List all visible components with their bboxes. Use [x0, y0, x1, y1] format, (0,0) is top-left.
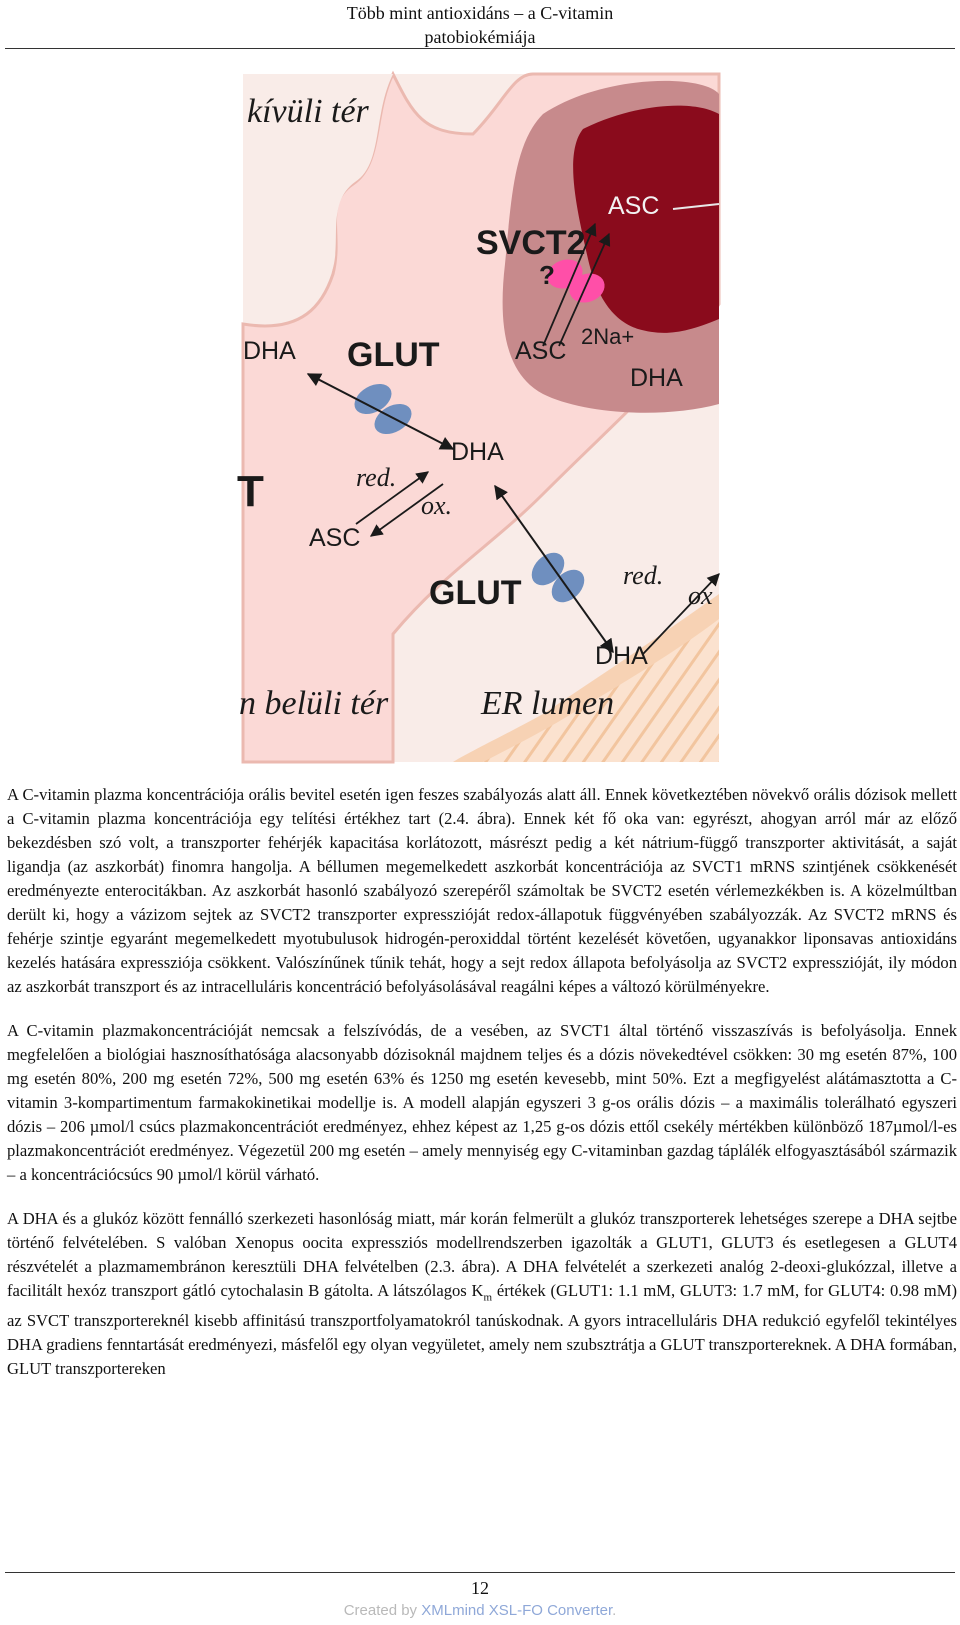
paragraph-3-part2: értékek (GLUT1: 1.1 mM, GLUT3: 1.7 mM, for GLUT4: 0.98 mM) az SVCT transzportereknél kisebb affinitású transzportfolyamatokról tanúskodnak. A gyors intracelluláris DHA redukció egyfelől tekintélyes DHA gradiens fenntartását eredményezi, másfelől egy olyan vegyületet, amely nem szubsztrátja a GLUT transzportereknek. A DHA formában, GLUT transzportereken [7, 1281, 957, 1379]
watermark-brand-link[interactable]: XMLmind XSL-FO Converter [421, 1602, 613, 1619]
label-red-left: red. [356, 463, 397, 492]
footer-divider [5, 1572, 955, 1573]
label-er-lumen: ER lumen [481, 685, 615, 722]
label-asc-mid: ASC [515, 337, 567, 365]
page-number: 12 [471, 1578, 489, 1598]
transport-diagram [237, 74, 719, 762]
label-intracellular: n belüli tér [239, 685, 389, 722]
label-dha-left: DHA [243, 337, 296, 365]
body-text [7, 783, 957, 1401]
page-header [0, 0, 960, 49]
watermark-prefix: Created by [343, 1602, 422, 1619]
watermark-suffix: . [612, 1602, 617, 1619]
label-red-right: red. [623, 561, 664, 590]
header-divider [5, 48, 955, 49]
label-dha-bottom: DHA [595, 642, 648, 670]
label-asc-top: ASC [608, 192, 660, 220]
label-glut-bottom: GLUT [429, 574, 522, 612]
label-extracellular: kívüli tér [247, 93, 369, 130]
label-ox-left: ox. [421, 491, 453, 520]
label-t-fragment: T [237, 467, 264, 516]
label-question: ? [539, 260, 555, 290]
label-dha-center: DHA [451, 438, 504, 466]
label-svct2: SVCT2 [476, 224, 586, 262]
paragraph-2: A C-vitamin plazmakoncentrációját nemcsak a felszívódás, de a vesében, az SVCT1 által történő visszaszívás is befolyásolja. Ennek megfelelően a biológiai hasznosíthatósága alacsonyabb dózisoknál majdnem teljes és a dózis növekedtével csökken: 30 mg esetén 87%, 100 mg esetén 80%, 200 mg esetén 72%, 500 mg esetén 63% és 1250 mg esetén kevesebb, mint 50%. Ezt a megfigyelést alátámasztotta a C-vitamin 3-kompartimentum farmakokinetikai modellje is. A modell alapján egyszeri 3 g-os orális dózis – a maximális tolerálható egyszeri dózis – 206 µmol/l csúcs plazmakoncentrációt eredményez, ehhez képest az 1,25 g-os dózis ettől csekély mértékben különböző 187µmol/l-es plazmakoncentrációt eredményez. Végezetül 200 mg esetén – amely mennyiség egy C-vitaminban gazdag táplálék elfogyasztásából származik – a koncentrációcsúcs 90 µmol/l körül várható. [7, 1021, 957, 1184]
header-title-line1: Több mint antioxidáns – a C-vitamin [346, 3, 614, 23]
km-subscript: m [483, 1291, 493, 1304]
label-glut-top: GLUT [347, 336, 440, 374]
label-dha-compartment: DHA [630, 364, 683, 392]
label-2na: 2Na+ [581, 324, 635, 349]
vitamin-c-transport-figure [237, 74, 719, 762]
paragraph-3-part1: A DHA és a glukóz között fennálló szerkezeti hasonlóság miatt, már korán felmerült a glukóz transzporterek lehetséges szerepe a DHA sejtbe történő felvételében. S valóban Xenopus oocita expressziós modellrendszerben igazolták a GLUT1, GLUT3 és esetlegesen a GLUT4 részvételét a plazmamembránon keresztüli DHA felvételben (2.3. ábra). A DHA felvételét a szerkezeti analóg 2-deoxi-glukózzal, illetve a facilitált hexóz transzport gátló cytochalasin B gátolta. A látszólagos K [7, 1209, 957, 1300]
label-asc-left: ASC [309, 524, 361, 552]
header-title-line2: patobiokémiája [424, 27, 536, 47]
paragraph-3 [7, 1207, 957, 1381]
paragraph-1: A C-vitamin plazma koncentrációja orális bevitel esetén igen feszes szabályozás alatt áll. Ennek következtében növekvő orális dózisok mellett a C-vitamin plazma koncentrációja egy telítési értékhez tart (2.4. ábra). Ennek két fő oka van: egyrészt, ahogyan arról már az előző bekezdésben szó volt, a transzporter fehérjék kapacitása korlátozott, másrészt pedig a két nátrium-függő transzporter aktivitását, a saját ligandja (az aszkorbát) finomra hangolja. A béllumen megemelkedett aszkorbát koncentrációja az SVCT1 mRNS szintjének csökkenését eredményezte enterocitákban. Az aszkorbát hasonló szabályozó szerepéről számoltak be SVCT2 esetén vérlemezkékben is. A közelmúltban derült ki, hogy a vázizom sejtek az SVCT2 transzporter expresszióját redox-állapotuk függvényében szabályozzák. Az SVCT2 mRNS és fehérje szintje egyaránt megemelkedett myotubulusok hidrogén-peroxiddal történt kezelését követően, ugyanakkor liponsavas antioxidáns kezelés hatására expressziója csökkent. Valószínűnek tűnik tehát, hogy a sejt redox állapota befolyásolja az SVCT2 expresszióját, ily módon az aszkorbát transzport és az intracelluláris koncentráció befolyásolásával reagálni képes a változó körülményekre. [7, 785, 957, 996]
converter-watermark [0, 1602, 960, 1619]
label-ox-right: ox [688, 581, 713, 610]
